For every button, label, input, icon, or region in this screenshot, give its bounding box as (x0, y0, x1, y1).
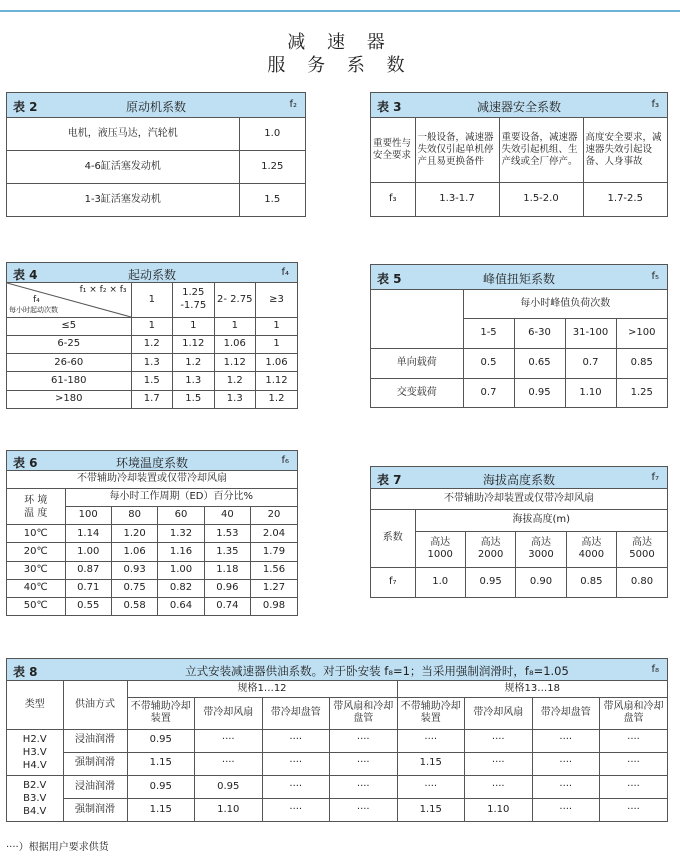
cell-value: 1.20 (111, 525, 157, 543)
table-symbol: f₅ (651, 271, 659, 282)
cell-value: 1.14 (65, 525, 111, 543)
group-header: 每小时峰值负荷次数 (463, 290, 667, 319)
cell-value: 1.3-1.7 (415, 182, 499, 216)
cell-value: 0.55 (65, 597, 111, 615)
table-row (7, 579, 297, 597)
cell-value: 0.98 (251, 597, 297, 615)
cell-label: 20℃ (7, 543, 65, 561)
group-header: 海拔高度(m) (415, 509, 667, 531)
cell-label: 单向载荷 (371, 348, 463, 378)
table-row (7, 752, 667, 775)
column-header: 不带辅助冷却装置 (127, 697, 195, 729)
table-7 (370, 466, 668, 598)
column-header: 20 (251, 507, 297, 525)
cell-value: 1.15 (397, 799, 465, 821)
column-header: 高达 2000 (465, 531, 515, 567)
cell-value: 0.85 (616, 348, 667, 378)
cell-value: 1.2 (214, 372, 256, 390)
column-header: ≥3 (256, 283, 298, 317)
cell-value: 1.53 (204, 525, 250, 543)
column-header: 60 (158, 507, 204, 525)
table-symbol: f₂ (289, 99, 297, 110)
column-header: 带冷却风扇 (465, 697, 533, 729)
table-title: 起动系数 (127, 268, 176, 282)
corner-mid-label: f₄ (33, 295, 40, 305)
table-row (7, 118, 305, 150)
cell-value: ···· (397, 775, 465, 798)
cell-value: 0.65 (514, 348, 565, 378)
cell-value: 1.3 (173, 372, 215, 390)
table-title: 峰值扭矩系数 (482, 272, 555, 286)
cell-value: 1.27 (251, 579, 297, 597)
cell-value: 1.06 (111, 543, 157, 561)
cell-value: 1.06 (214, 335, 256, 353)
table-row (7, 317, 297, 335)
cell-value: ···· (600, 799, 668, 821)
type-cell: H2.V H3.V H4.V (7, 729, 63, 775)
cell-value: 1.3 (214, 390, 256, 408)
cell-value: ···· (465, 752, 533, 775)
group-header: 每小时工作周期（ED）百分比% (65, 488, 297, 506)
cell-value: ···· (195, 752, 263, 775)
table-7-header (371, 467, 667, 489)
cell-header: 一般设备，减速器失效仅引起单机停产且易更换备件 (415, 118, 499, 182)
column-header: 1 (131, 283, 173, 317)
table-row (371, 531, 667, 567)
table-row (7, 488, 297, 506)
cell-value: 1.12 (214, 354, 256, 372)
cell-value: 0.95 (195, 775, 263, 798)
table-number: 表 7 (377, 473, 402, 487)
cell-header: 重要设备，减速器失效引起机组、生产线或全厂停产。 (499, 118, 583, 182)
cell-value: 0.95 (514, 378, 565, 407)
cell-value: 1.35 (204, 543, 250, 561)
cell-value: ···· (532, 729, 600, 752)
table-number: 表 2 (13, 100, 38, 114)
cell-value: ···· (465, 729, 533, 752)
cell-value: 0.58 (111, 597, 157, 615)
cell-label: f₃ (371, 182, 415, 216)
table-number: 表 8 (13, 665, 38, 679)
table-row (7, 525, 297, 543)
cell-value: ···· (532, 799, 600, 821)
corner-top-label: f₁ × f₂ × f₃ (79, 285, 127, 295)
cell-value: ···· (600, 752, 668, 775)
table-row (7, 283, 297, 317)
table-2-header (7, 93, 305, 118)
column-header: 100 (65, 507, 111, 525)
corner-cell (7, 283, 131, 317)
cell-value: 1.10 (465, 799, 533, 821)
table-row (7, 799, 667, 821)
cell-value: 0.7 (565, 348, 616, 378)
cell-value: 1 (256, 317, 298, 335)
table-number: 表 5 (377, 272, 402, 286)
cell-value: 1.10 (565, 378, 616, 407)
cell-value: ···· (600, 729, 668, 752)
cell-value: 1.0 (415, 567, 465, 597)
cell-label: 浸油润滑 (63, 729, 127, 752)
cell-value: 0.95 (127, 775, 195, 798)
group-header: 规格13…18 (397, 681, 667, 697)
cell-value: ···· (330, 729, 398, 752)
cell-label: 强制润滑 (63, 752, 127, 775)
page-title: 减 速 器 (287, 32, 393, 53)
column-header: 80 (111, 507, 157, 525)
column-header: 高达 1000 (415, 531, 465, 567)
cell-value: 1.5-2.0 (499, 182, 583, 216)
cell-value: 1.5 (239, 184, 305, 216)
table-6-header (7, 451, 297, 471)
table-row (7, 543, 297, 561)
table-symbol: f₃ (651, 99, 659, 110)
cell-value: 0.95 (127, 729, 195, 752)
cell-label: 26-60 (7, 354, 131, 372)
table-row (7, 150, 305, 183)
subtitle: 不带辅助冷却装置或仅带冷却风扇 (371, 489, 667, 509)
cell-value: ···· (600, 775, 668, 798)
subtitle: 不带辅助冷却装置或仅带冷却风扇 (7, 471, 297, 488)
cell-value: 1.15 (397, 752, 465, 775)
cell-value: 0.71 (65, 579, 111, 597)
cell-value: 1.00 (65, 543, 111, 561)
table-row (371, 348, 667, 378)
table-row (371, 509, 667, 531)
column-header: 31-100 (565, 319, 616, 349)
column-header: 2- 2.75 (214, 283, 256, 317)
table-title: 减速器安全系数 (476, 100, 561, 114)
table-symbol: f₇ (651, 472, 659, 483)
cell-value: 1.3 (131, 354, 173, 372)
table-row (7, 597, 297, 615)
cell-value: 0.5 (463, 348, 514, 378)
footnote: ····）根据用户要求供货 (6, 842, 109, 853)
type-cell: B2.V B3.V B4.V (7, 775, 63, 821)
cell-value: 1.15 (127, 752, 195, 775)
table-6 (6, 450, 298, 616)
cell-header: 高度安全要求，减速器失效引起设备、人身事故 (583, 118, 667, 182)
corner-bottom-label: 每小时起动次数 (9, 306, 58, 314)
column-header: 不带辅助冷却装置 (397, 697, 465, 729)
cell-label: 50℃ (7, 597, 65, 615)
table-number: 表 6 (13, 456, 38, 470)
cell-label: f₇ (371, 567, 415, 597)
table-row (7, 729, 667, 752)
table-symbol: f₄ (281, 267, 289, 278)
column-header: 带冷却风扇 (195, 697, 263, 729)
cell-value: 0.85 (566, 567, 616, 597)
column-header: 6-30 (514, 319, 565, 349)
cell-label: 4-6缸活塞发动机 (7, 150, 239, 183)
cell-value: 0.93 (111, 561, 157, 579)
column-header: 高达 5000 (617, 531, 667, 567)
cell-value: 1.0 (239, 118, 305, 150)
cell-label: 电机，液压马达，汽轮机 (7, 118, 239, 150)
cell-value: 1.7 (131, 390, 173, 408)
table-row (7, 681, 667, 697)
corner-cell (371, 290, 463, 348)
cell-value: ···· (262, 752, 330, 775)
table-title: 海拔高度系数 (482, 473, 555, 487)
column-header-supply: 供油方式 (63, 681, 127, 729)
cell-value: 0.64 (158, 597, 204, 615)
cell-label: 强制润滑 (63, 799, 127, 821)
cell-value: ···· (465, 775, 533, 798)
table-row (7, 561, 297, 579)
cell-value: 1.25 (239, 150, 305, 183)
page-subtitle: 服 务 系 数 (267, 55, 413, 76)
table-8-header (7, 659, 667, 681)
cell-value: ···· (397, 729, 465, 752)
table-symbol: f₆ (281, 455, 289, 466)
cell-value: 1.12 (256, 372, 298, 390)
cell-value: 0.90 (516, 567, 566, 597)
table-row (7, 390, 297, 408)
table-title: 立式安装减速器供油系数。对于卧安装 f₈=1；当采用强制润滑时，f₈=1.05 (185, 664, 569, 678)
table-row (371, 290, 667, 319)
column-header: 带冷却盘管 (532, 697, 600, 729)
cell-value: 1.5 (173, 390, 215, 408)
table-row (7, 335, 297, 353)
cell-value: ···· (195, 729, 263, 752)
cell-value: ···· (262, 775, 330, 798)
cell-value: 1 (173, 317, 215, 335)
column-header: 高达 3000 (516, 531, 566, 567)
cell-value: 1 (256, 335, 298, 353)
cell-label: 1-3缸活塞发动机 (7, 184, 239, 216)
table-row (7, 354, 297, 372)
table-row (7, 372, 297, 390)
top-rule (0, 10, 680, 12)
table-number: 表 3 (377, 100, 402, 114)
table-8 (6, 658, 668, 822)
table-symbol: f₈ (651, 664, 659, 675)
table-row (371, 489, 667, 509)
cell-value: 1.32 (158, 525, 204, 543)
column-header: 带风扇和冷却盘管 (600, 697, 668, 729)
cell-label: 30℃ (7, 561, 65, 579)
cell-value: 2.04 (251, 525, 297, 543)
cell-label: >180 (7, 390, 131, 408)
cell-value: 1 (131, 317, 173, 335)
table-title: 环境温度系数 (115, 456, 188, 470)
cell-label: 交变载荷 (371, 378, 463, 407)
cell-value: ···· (330, 752, 398, 775)
column-header: 带风扇和冷却盘管 (330, 697, 398, 729)
cell-value: 0.95 (465, 567, 515, 597)
cell-value: 0.82 (158, 579, 204, 597)
cell-label: ≤5 (7, 317, 131, 335)
cell-value: 1.10 (195, 799, 263, 821)
column-header: 1.25 -1.75 (173, 283, 215, 317)
table-5-header (371, 265, 667, 290)
cell-value: 0.80 (617, 567, 667, 597)
cell-value: 1.7-2.5 (583, 182, 667, 216)
cell-label: 61-180 (7, 372, 131, 390)
table-2 (6, 92, 306, 217)
table-row (371, 378, 667, 407)
cell-value: ···· (262, 799, 330, 821)
cell-value: ···· (330, 775, 398, 798)
column-header: 高达 4000 (566, 531, 616, 567)
cell-value: ···· (532, 775, 600, 798)
group-header: 规格1…12 (127, 681, 397, 697)
cell-label: 浸油润滑 (63, 775, 127, 798)
table-row (7, 184, 305, 216)
cell-header: 重要性与安全要求 (371, 118, 415, 182)
table-3 (370, 92, 668, 217)
cell-value: 1.15 (127, 799, 195, 821)
column-header: 带冷却盘管 (262, 697, 330, 729)
cell-value: 1.2 (131, 335, 173, 353)
cell-value: 0.75 (111, 579, 157, 597)
cell-value: 0.7 (463, 378, 514, 407)
cell-value: 1.16 (158, 543, 204, 561)
table-5 (370, 264, 668, 408)
cell-value: ···· (262, 729, 330, 752)
cell-value: 1.18 (204, 561, 250, 579)
table-row (7, 471, 297, 488)
cell-value: 0.74 (204, 597, 250, 615)
table-3-header (371, 93, 667, 118)
cell-value: 1.12 (173, 335, 215, 353)
cell-value: 1.2 (173, 354, 215, 372)
corner-cell: 环 境 温 度 (7, 488, 65, 524)
cell-label: 40℃ (7, 579, 65, 597)
column-header: 40 (204, 507, 250, 525)
cell-value: 1.56 (251, 561, 297, 579)
table-row (371, 567, 667, 597)
corner-cell: 系数 (371, 509, 415, 567)
table-row (371, 118, 667, 182)
cell-value: ···· (330, 799, 398, 821)
cell-label: 6-25 (7, 335, 131, 353)
cell-value: ···· (532, 752, 600, 775)
table-row (371, 182, 667, 216)
table-4-header (7, 263, 297, 283)
cell-value: 0.87 (65, 561, 111, 579)
table-number: 表 4 (13, 268, 38, 282)
cell-value: 1.00 (158, 561, 204, 579)
cell-value: 1.25 (616, 378, 667, 407)
column-header-type: 类型 (7, 681, 63, 729)
table-4 (6, 262, 298, 409)
cell-value: 0.96 (204, 579, 250, 597)
cell-value: 1.79 (251, 543, 297, 561)
table-row (7, 775, 667, 798)
cell-label: 10℃ (7, 525, 65, 543)
table-title: 原动机系数 (125, 100, 186, 114)
cell-value: 1 (214, 317, 256, 335)
cell-value: 1.5 (131, 372, 173, 390)
column-header: >100 (616, 319, 667, 349)
column-header: 1-5 (463, 319, 514, 349)
cell-value: 1.2 (256, 390, 298, 408)
cell-value: 1.06 (256, 354, 298, 372)
